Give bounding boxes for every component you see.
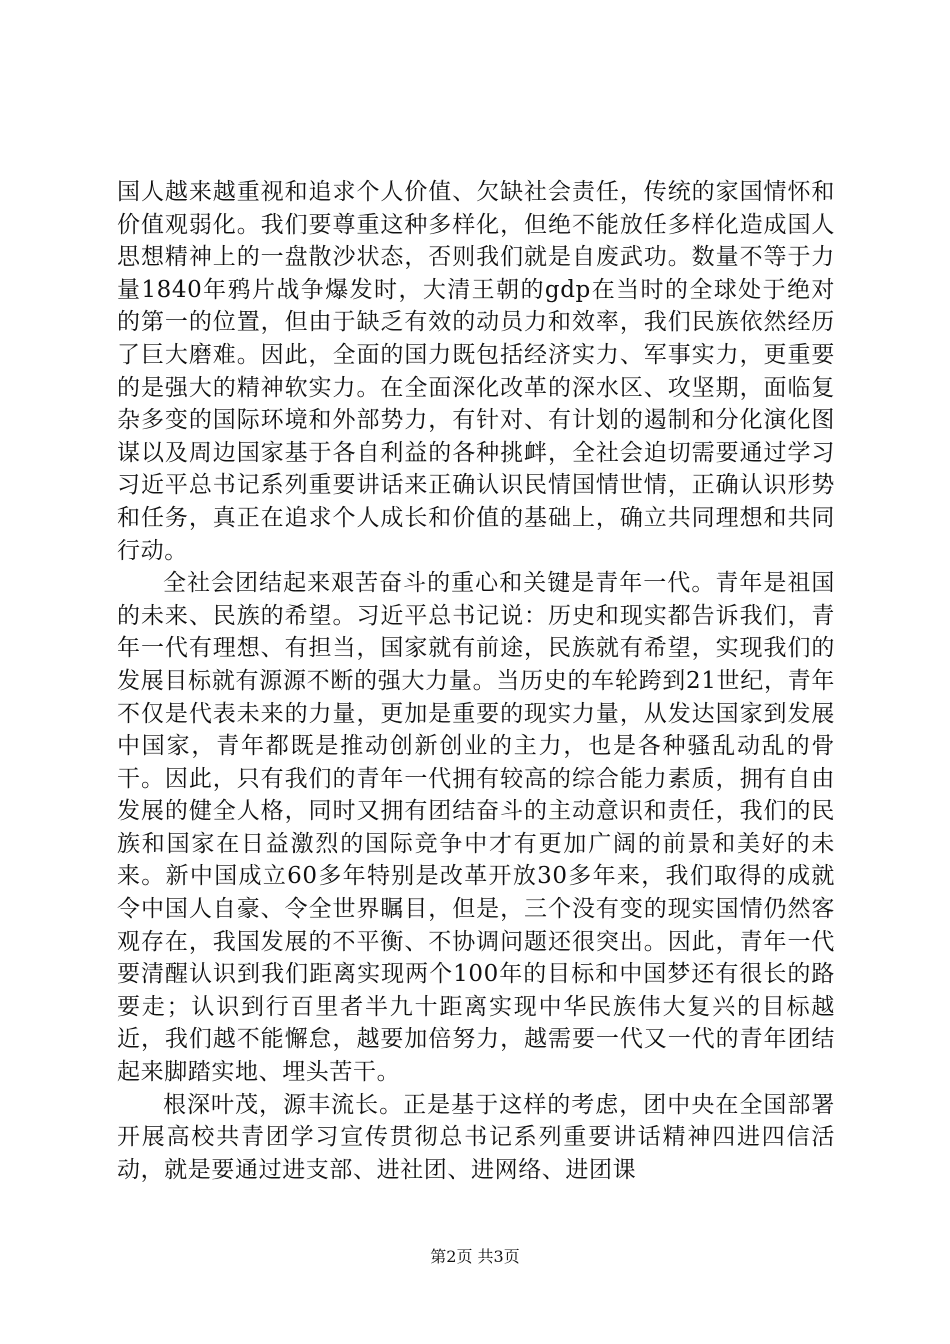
paragraph-3: 根深叶茂，源丰流长。正是基于这样的考虑，团中央在全国部署开展高校共青团学习宣传贯彻总书记系列重要讲话精神四进四信活动，就是要通过进支部、进社团、进网络、进团课 xyxy=(117,1091,835,1183)
page-number-label: 第2页 共3页 xyxy=(430,1247,520,1266)
document-body xyxy=(117,176,835,1186)
paragraph-1: 国人越来越重视和追求个人价值、欠缺社会责任，传统的家国情怀和价值观弱化。我们要尊重这种多样化，但绝不能放任多样化造成国人思想精神上的一盘散沙状态，否则我们就是自废武功。数量不等于力量1840年鸦片战争爆发时，大清王朝的gdp在当时的全球处于绝对的第一的位置，但由于缺乏有效的动员力和效率，我们民族依然经历了巨大磨难。因此，全面的国力既包括经济实力、军事实力，更重要的是强大的精神软实力。在全面深化改革的深水区、攻坚期，面临复杂多变的国际环境和外部势力，有针对、有计划的遏制和分化演化图谋以及周边国家基于各自利益的各种挑衅，全社会迫切需要通过学习习近平总书记系列重要讲话来正确认识民情国情世情，正确认识形势和任务，真正在追求个人成长和价值的基础上，确立共同理想和共同行动。 xyxy=(117,179,835,564)
paragraph-2: 全社会团结起来艰苦奋斗的重心和关键是青年一代。青年是祖国的未来、民族的希望。习近平总书记说：历史和现实都告诉我们，青年一代有理想、有担当，国家就有前途，民族就有希望，实现我们的发展目标就有源源不断的强大力量。当历史的车轮跨到21世纪，青年不仅是代表未来的力量，更加是重要的现实力量，从发达国家到发展中国家，青年都既是推动创新创业的主力，也是各种骚乱动乱的骨干。因此，只有我们的青年一代拥有较高的综合能力素质，拥有自由发展的健全人格，同时又拥有团结奋斗的主动意识和责任，我们的民族和国家在日益激烈的国际竞争中才有更加广阔的前景和美好的未来。新中国成立60多年特别是改革开放30多年来，我们取得的成就令中国人自豪、令全世界瞩目，但是，三个没有变的现实国情仍然客观存在，我国发展的不平衡、不协调问题还很突出。因此，青年一代要清醒认识到我们距离实现两个100年的目标和中国梦还有很长的路要走；认识到行百里者半九十距离实现中华民族伟大复兴的目标越近，我们越不能懈怠，越要加倍努力，越需要一代又一代的青年团结起来脚踏实地、埋头苦干。 xyxy=(117,570,835,1086)
page-footer xyxy=(0,1244,950,1267)
